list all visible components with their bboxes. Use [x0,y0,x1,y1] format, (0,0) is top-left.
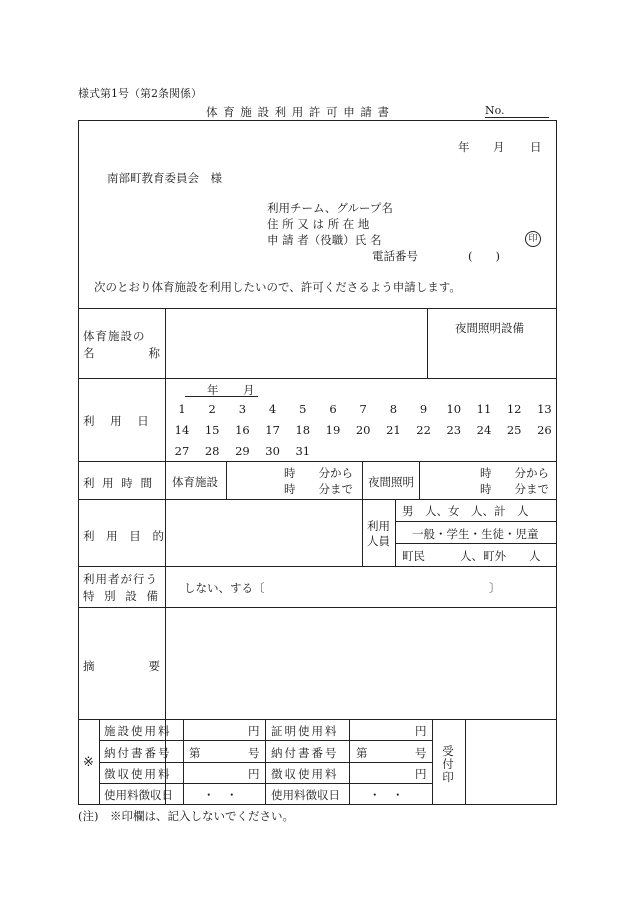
fee-label-2: 納付書番号 [271,746,339,760]
fee-row-divider-3 [99,783,432,784]
users-divider-1 [362,499,363,566]
reception-seal-field[interactable] [466,720,556,804]
day-option[interactable]: 11 [476,402,492,416]
fee-label: 徴収使用料 [104,767,172,781]
day-option[interactable]: 3 [238,402,247,416]
day-option[interactable]: 13 [537,402,552,416]
users-row-divider-1 [395,521,557,522]
users-residency-b[interactable]: 人、町外 人 [460,549,541,563]
applicant-name-label: 申 請 者（役職）氏 名 [267,233,382,247]
day-option[interactable]: 2 [208,402,216,416]
day-option[interactable]: 31 [295,444,311,458]
frame-right [556,120,557,805]
fee-label-2: 使用料徴収日 [271,788,340,802]
divider-special-top [78,566,557,567]
day-option[interactable]: 21 [386,423,401,437]
fee-row-divider-2 [99,762,432,763]
special-label-1: 利用者が行う [83,572,158,586]
day-option[interactable]: 15 [204,423,220,437]
day-option[interactable]: 12 [506,402,522,416]
night-light-equipment-label: 夜間照明設備 [455,321,524,335]
night-light-time-label: 夜間照明 [368,475,414,489]
users-row-divider-2 [395,543,557,544]
night-light-time-to[interactable]: 時 分まで [480,482,549,496]
facility-name-label-2 [83,345,160,361]
day-option[interactable]: 19 [325,423,341,437]
day-option[interactable]: 10 [446,402,462,416]
fee-row-divider-1 [99,740,432,741]
day-option[interactable]: 9 [419,402,428,416]
fee-label-2: 徴収使用料 [271,767,339,781]
day-option[interactable]: 28 [204,444,220,458]
divider-time-top [78,461,557,462]
frame-left [78,120,79,805]
fee-label-2: 証明使用料 [271,724,339,738]
facility-name-label-1: 体育施設の [83,329,146,343]
day-option[interactable]: 23 [446,423,462,437]
day-option[interactable]: 6 [329,402,337,416]
fee-value[interactable]: 号 [248,746,260,760]
day-option[interactable]: 7 [359,402,367,416]
day-option[interactable]: 24 [476,423,492,437]
special-value[interactable]: しない、する〔 [184,581,265,595]
fee-value[interactable]: 円 [248,724,260,738]
fee-value[interactable]: 円 [248,767,260,781]
fee-value-2[interactable]: ・ ・ [369,788,404,802]
fee-value[interactable]: ・ ・ [203,788,238,802]
fee-label: 使用料徴収日 [104,788,173,802]
frame-top [78,120,557,121]
fee-value-divider-2 [432,719,433,805]
fee-value-prefix: 第 [189,746,201,760]
facility-name-field[interactable] [166,309,426,377]
fee-value-2[interactable]: 円 [415,767,427,781]
night-light-divider [427,308,428,378]
summary-label [83,658,160,674]
use-month-label: 月 [243,383,255,397]
day-option[interactable]: 30 [265,444,280,458]
use-year-label: 年 [207,383,219,397]
night-light-time-from[interactable]: 時 分から [480,466,549,480]
fee-value-2[interactable]: 号 [415,746,427,760]
time-divider-1 [226,461,227,499]
day-option[interactable]: 22 [416,423,431,437]
use-time-label: 利 用 時 間 [83,476,154,490]
day-option[interactable]: 18 [295,423,311,437]
form-code: 様式第1号（第2条関係） [78,87,202,100]
users-divider-2 [395,499,396,566]
form-title: 体 育 施 設 利 用 許 可 申 請 書 [206,105,391,119]
facility-time-to[interactable]: 時 分まで [284,482,353,496]
facility-name-label-2b: 称 [148,346,160,360]
special-label-2: 特 別 設 備 [83,589,161,603]
date-year[interactable]: 年 [458,140,470,154]
day-option[interactable]: 20 [355,423,371,437]
users-label-2: 人員 [367,534,390,548]
divider-date-top [78,378,557,379]
facility-time-from[interactable]: 時 分から [284,466,353,480]
address-label: 住 所 又 は 所 在 地 [267,217,370,231]
users-gender-count[interactable]: 男 人、女 人、計 人 [402,504,529,518]
office-use-mark: ※ [83,755,94,770]
frame-bottom [78,804,557,805]
team-name-label: 利用チーム、グループ名 [267,201,393,215]
use-date-year-month[interactable] [185,382,258,397]
phone-parens[interactable]: ( ) [468,249,500,263]
fee-label: 施設使用料 [104,724,172,738]
number-label: No. [485,104,505,117]
fee-value-2-prefix: 第 [356,746,368,760]
facility-name-label-2a: 名 [83,346,95,360]
day-option[interactable]: 26 [537,423,552,437]
summary-label-b: 要 [148,659,160,673]
seal-mark: 印 [525,231,541,247]
day-option[interactable]: 8 [389,402,398,416]
time-divider-2 [362,461,363,499]
day-option[interactable]: 27 [174,444,190,458]
day-option[interactable]: 16 [235,423,250,437]
day-option[interactable]: 5 [299,402,307,416]
day-option[interactable]: 1 [178,402,186,416]
purpose-label: 利 用 目 的 [83,529,168,543]
purpose-field[interactable] [166,500,361,565]
day-option[interactable]: 17 [265,423,280,437]
users-category[interactable]: 一般・学生・生徒・児童 [412,527,539,541]
request-text: 次のとおり体育施設を利用したいので、許可くださるよう申請します。 [94,280,461,294]
use-date-label: 利 用 日 [83,414,155,428]
reception-seal-label: 受付印 [442,744,454,784]
users-label-1: 利用 [367,519,390,533]
fee-label: 納付書番号 [104,746,172,760]
footnote: (注) ※印欄は、記入しないでください。 [78,809,294,823]
date-month[interactable]: 月 [493,140,505,154]
facility-time-label: 体育施設 [172,475,218,489]
phone-label: 電話番号 [372,249,418,263]
users-residency-a[interactable]: 町民 [402,549,425,563]
form-number[interactable] [485,104,549,118]
date-day[interactable]: 日 [530,140,542,154]
fee-value-2[interactable]: 円 [415,724,427,738]
summary-field[interactable] [166,608,556,718]
day-option[interactable]: 14 [174,423,190,437]
day-option[interactable]: 29 [235,444,250,458]
summary-label-a: 摘 [83,659,95,673]
addressee: 南部町教育委員会 様 [107,171,222,185]
day-option[interactable]: 4 [268,402,277,416]
time-divider-3 [419,461,420,499]
special-close: 〕 [489,581,501,595]
day-option[interactable]: 25 [506,423,522,437]
